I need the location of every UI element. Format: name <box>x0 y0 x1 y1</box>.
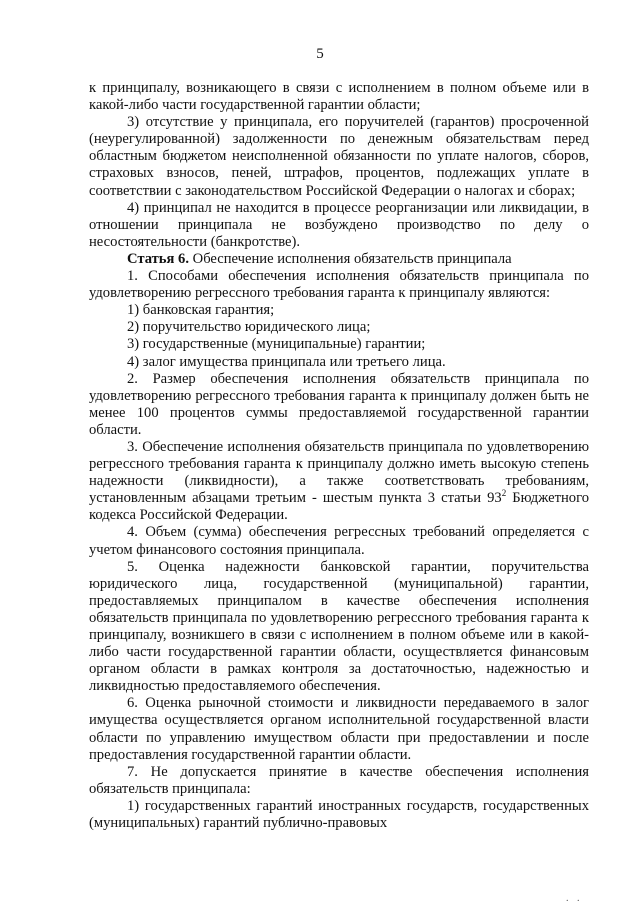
list-item: 4) залог имущества принципала или третьего лица. <box>127 353 446 370</box>
paragraph: 2. Размер обеспечения исполнения обязательств принципала по удовлетворению регрессного требования гаранта к принципалу должен быть не менее 100 процентов суммы предоставляемой государственной гарантии области. <box>89 370 589 438</box>
list-item: 2) поручительство юридического лица; <box>127 319 371 336</box>
paragraph-text: Бюджетного кодекса Российской Федерации. <box>89 490 590 524</box>
article-label: Статья 6. <box>127 250 189 267</box>
paragraph: 4. Объем (сумма) обеспечения регрессных требований определяется с учетом финансового состояния принципала. <box>89 524 589 558</box>
paragraph-text: 3. Обеспечение исполнения обязательств принципала по удовлетворению регрессного требования гаранта к принципалу должно иметь высокую степень надежности (ликвидности), а также соответствовать требованиям, установленным абзацами третьим - шестым пункта 3 статьи 93 <box>89 438 589 507</box>
superscript: 2 <box>501 488 507 499</box>
corner-mark: . . <box>566 893 583 904</box>
list-item: 3) государственные (муниципальные) гарантии; <box>127 336 426 353</box>
paragraph: 6. Оценка рыночной стоимости и ликвидности передаваемого в залог имущества осуществляется органом исполнительной государственной власти области по управлению имуществом области при предоставлении и после предоставления государственной гарантии области. <box>89 695 589 763</box>
article-heading <box>89 251 589 268</box>
paragraph: 4) принципал не находится в процессе реорганизации или ликвидации, в отношении принципала не возбуждено производство по делу о несостоятельности (банкротстве). <box>89 199 589 250</box>
document-body <box>89 80 589 832</box>
list-item: 1) государственных гарантий иностранных государств, государственных (муниципальных) гарантий публично-правовых <box>89 797 589 832</box>
paragraph: к принципалу, возникающего в связи с исполнением в полном объеме или в какой-либо части государственной гарантии области; <box>89 80 589 114</box>
paragraph: 5. Оценка надежности банковской гарантии, поручительства юридического лица, государственной (муниципальной) гарантии, предоставляемых принципалом в качестве обеспечения исполнения обязательств принципала по удовлетворению регрессного требования гаранта к принципалу, возникшего в связи с исполнением в полном объеме или в какой-либо части государственной гарантии области, осуществляется финансовым органом области в рамках контроля за достаточностью, надежностью и ликвидностью предоставляемого обеспечения. <box>89 558 589 695</box>
paragraph: 3) отсутствие у принципала, его поручителей (гарантов) просроченной (неурегулированной) задолженности по денежным обязательствам перед областным бюджетом неисполненной обязанности по уплате налогов, сборов, страховых взносов, пеней, штрафов, процентов, подлежащих уплате в соответствии с законодательством Российской Федерации о налогах и сборах; <box>89 114 589 199</box>
list-item: 1) банковская гарантия; <box>127 302 275 319</box>
page-number: 5 <box>316 46 324 62</box>
paragraph: 7. Не допускается принятие в качестве обеспечения исполнения обязательств принципала: <box>89 763 589 797</box>
paragraph <box>89 439 589 524</box>
paragraph: 1. Способами обеспечения исполнения обязательств принципала по удовлетворению регрессного требования гаранта к принципалу являются: <box>89 268 589 302</box>
article-title: Обеспечение исполнения обязательств принципала <box>189 250 512 267</box>
